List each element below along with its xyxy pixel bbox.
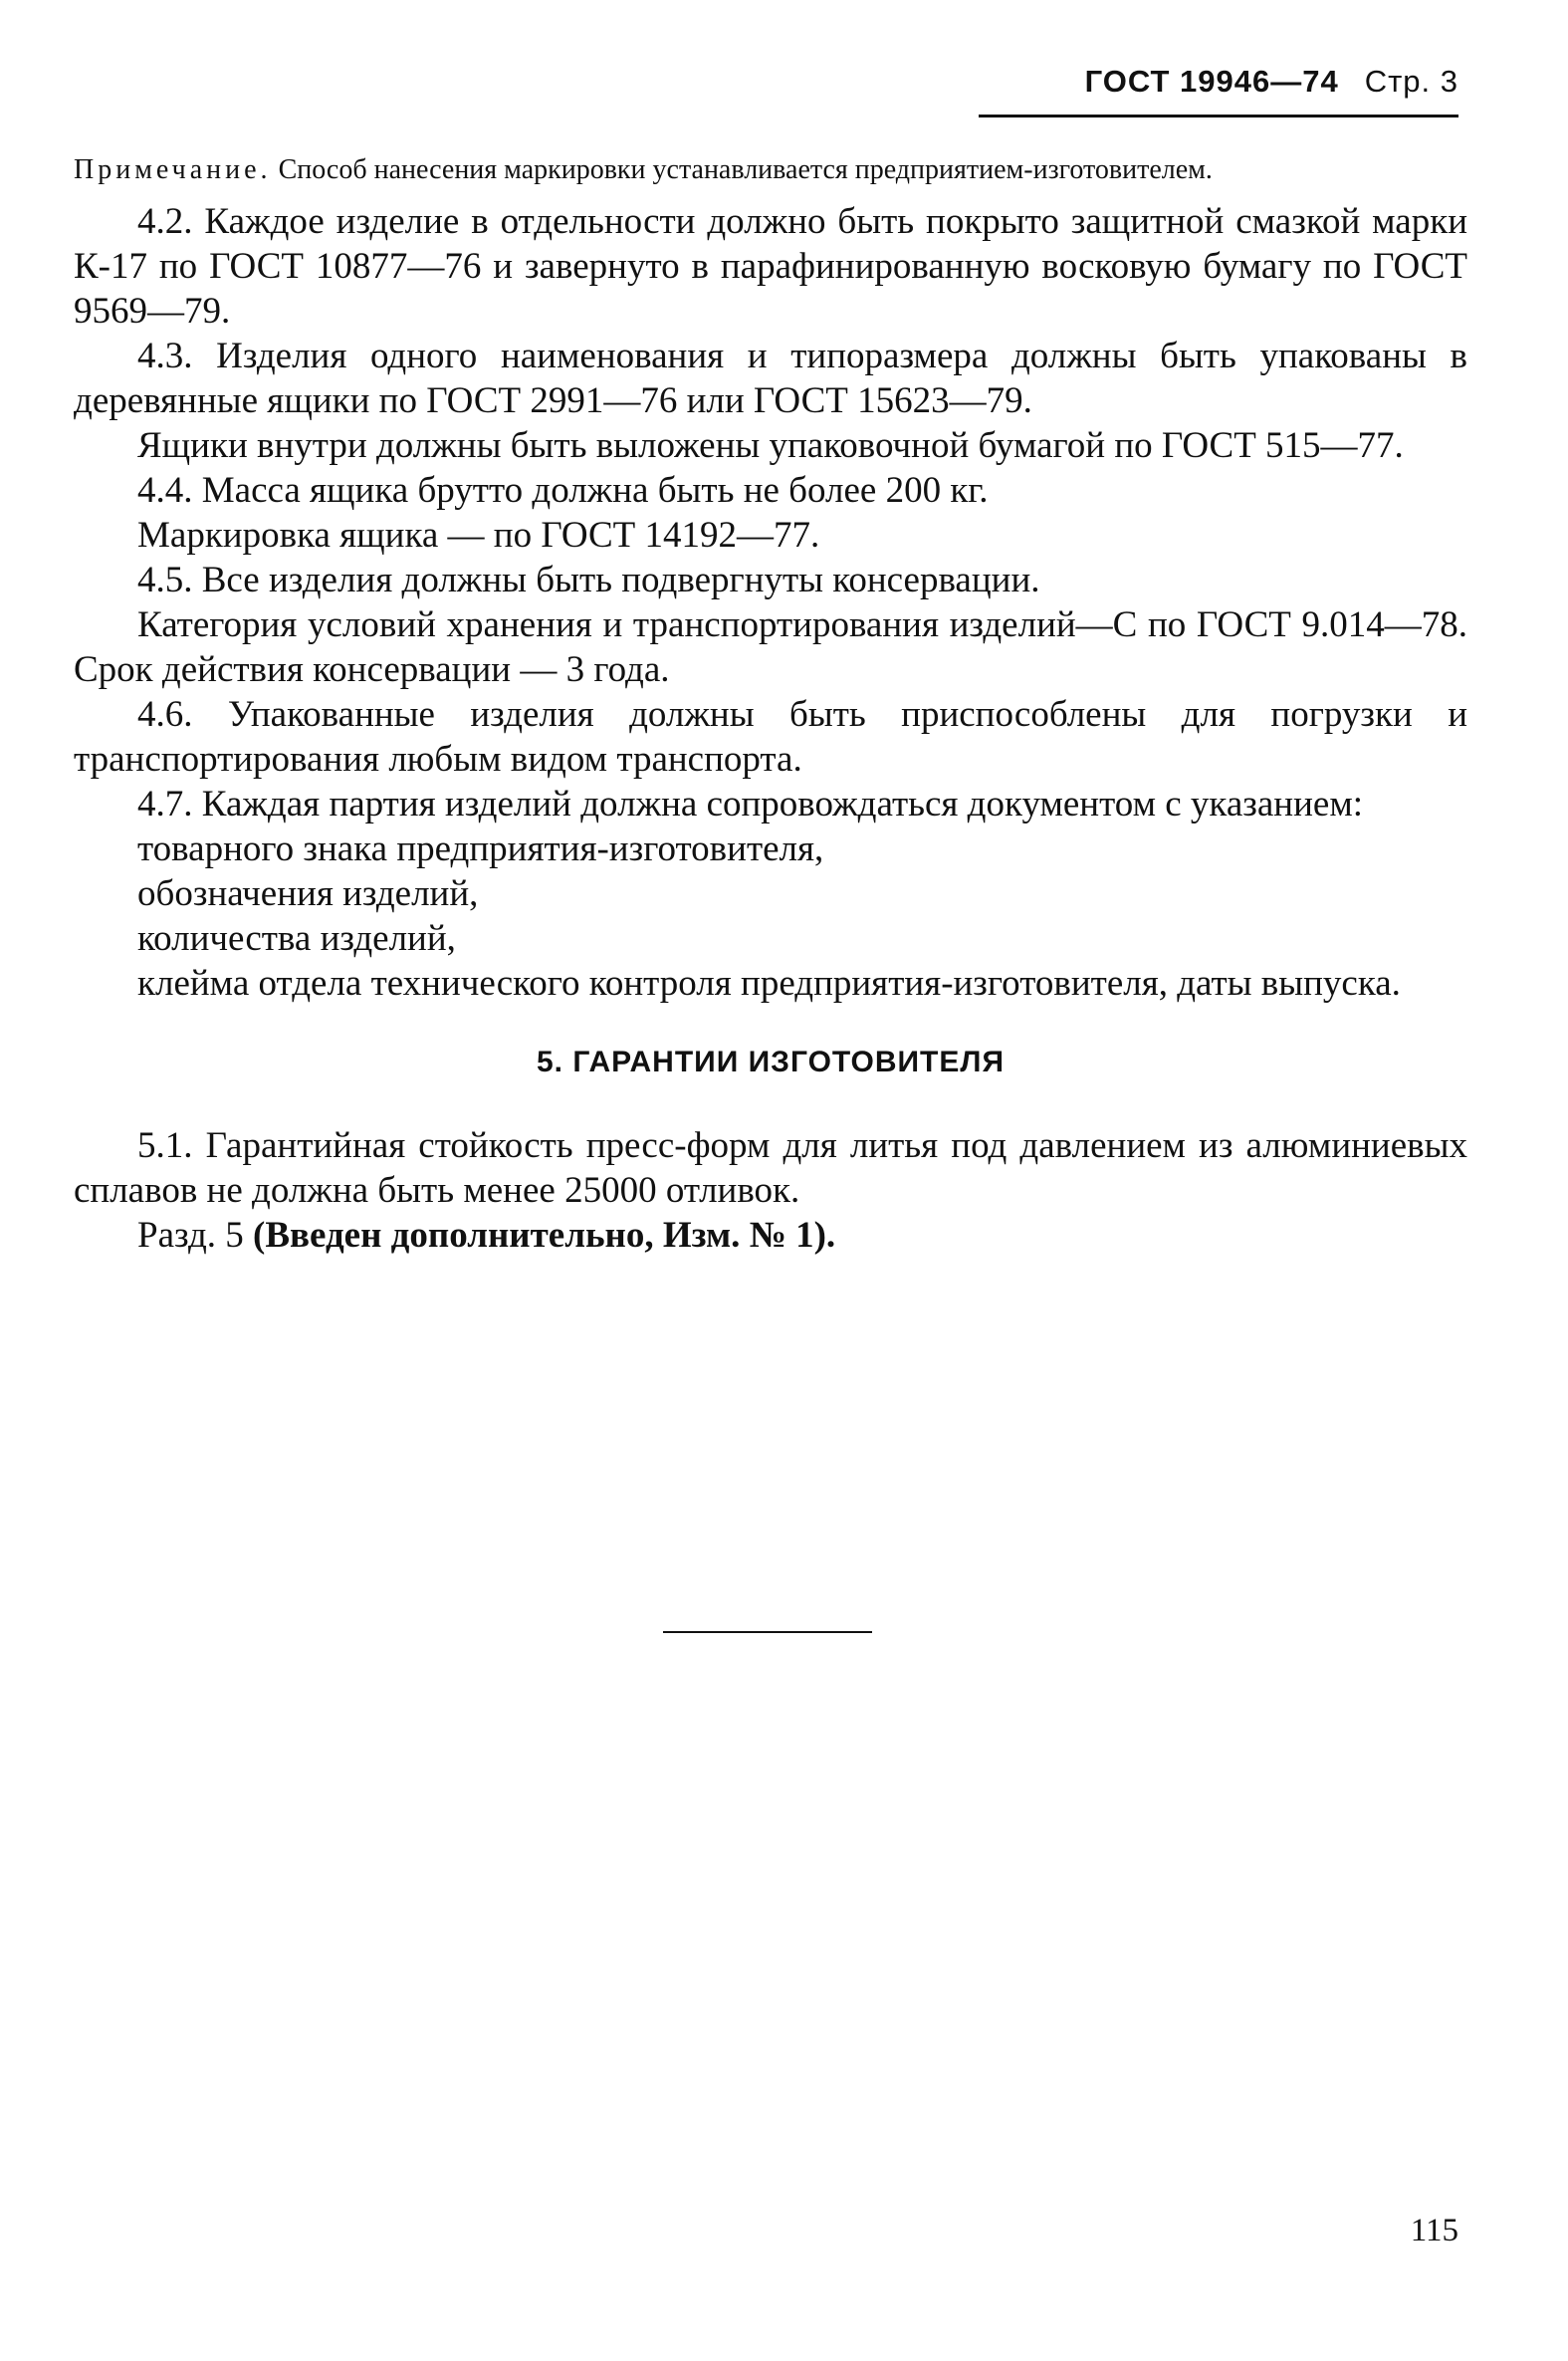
paragraph-4-7: 4.7. Каждая партия изделий должна сопровождаться документом с указанием: (137, 784, 1364, 825)
document-code: ГОСТ 19946—74 (1084, 64, 1339, 99)
document-header (1085, 64, 1458, 100)
paragraph-4-5: 4.5. Все изделия должны быть подвергнуты консервации. (137, 560, 1040, 600)
list-item: количества изделий, (137, 918, 456, 959)
note-text: Способ нанесения маркировки устанавливается предприятием-изготовителем. (278, 154, 1213, 185)
paragraph-5-1: 5.1. Гарантийная стойкость пресс-форм для литья под давлением из алюминиевых сплавов не должна быть менее 25000 отливок. (74, 1125, 1467, 1211)
paragraph-storage-category: Категория условий хранения и транспортирования изделий—С по ГОСТ 9.014—78. Срок действия консервации — 3 года. (74, 604, 1467, 690)
page-number: 115 (1410, 2213, 1458, 2248)
paragraph-4-6: 4.6. Упакованные изделия должны быть приспособлены для погрузки и транспортирования любым видом транспорта. (74, 694, 1467, 780)
page-reference: Стр. 3 (1364, 64, 1458, 99)
paragraph-boxes-lining: Ящики внутри должны быть выложены упаковочной бумагой по ГОСТ 515—77. (137, 425, 1404, 466)
end-rule (663, 1631, 872, 1633)
amendment-note (74, 1213, 1467, 1258)
amendment-prefix: Разд. 5 (137, 1215, 244, 1256)
paragraph-box-marking: Маркировка ящика — по ГОСТ 14192—77. (137, 515, 820, 556)
paragraph-4-2: 4.2. Каждое изделие в отдельности должно быть покрыто защитной смазкой марки К-17 по ГОСТ 10877—76 и завернуто в парафинированную восковую бумагу по ГОСТ 9569—79. (74, 201, 1467, 332)
header-rule (979, 115, 1458, 118)
list-item: обозначения изделий, (137, 873, 479, 914)
note (74, 149, 1467, 191)
paragraph-4-4: 4.4. Масса ящика брутто должна быть не более 200 кг. (137, 470, 989, 511)
section-5-title: 5. ГАРАНТИИ ИЗГОТОВИТЕЛЯ (536, 1046, 1005, 1078)
list-item: клейма отдела технического контроля предприятия-изготовителя, даты выпуска. (137, 963, 1401, 1004)
amendment-text: (Введен дополнительно, Изм. № 1). (253, 1215, 836, 1256)
paragraph-4-3: 4.3. Изделия одного наименования и типоразмера должны быть упакованы в деревянные ящики по ГОСТ 2991—76 или ГОСТ 15623—79. (74, 336, 1467, 421)
note-label: Примечание. (74, 154, 272, 185)
list-item: товарного знака предприятия-изготовителя, (137, 828, 824, 869)
document-body (74, 149, 1467, 1258)
